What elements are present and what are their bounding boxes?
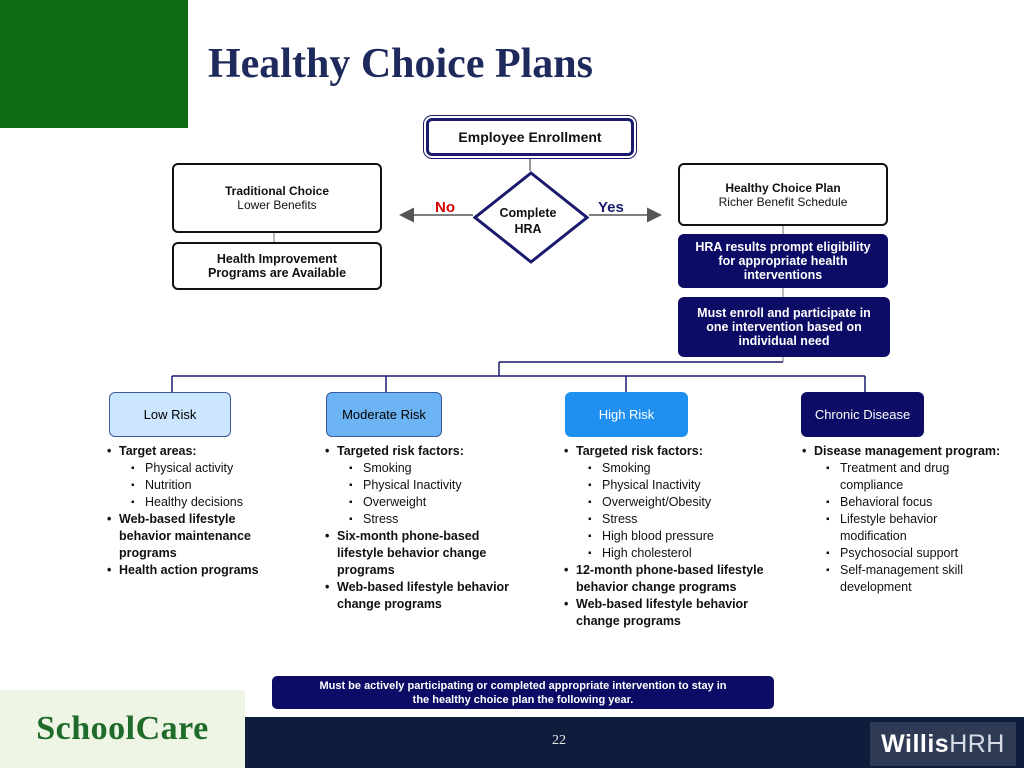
page-number: 22 — [552, 733, 566, 748]
sub-list-item: ▪ Physical Inactivity — [564, 477, 764, 494]
list-item: • Web-based lifestyle behavior change programs — [564, 596, 764, 630]
sub-list-item: ▪ High cholesterol — [564, 545, 764, 562]
high-risk-box: High Risk — [565, 392, 688, 437]
sub-list-item: ▪ Behavioral focus — [802, 494, 1002, 511]
sub-list-item: ▪ Healthy decisions — [107, 494, 287, 511]
sub-list-item: ▪ Physical activity — [107, 460, 287, 477]
traditional-choice-box — [172, 163, 382, 233]
healthy-choice-plan-title: Healthy Choice Plan — [725, 180, 841, 195]
list-item: • Targeted risk factors: — [564, 443, 764, 460]
complete-hra-label: Complete HRA — [499, 206, 557, 236]
sub-list-item: ▪ Stress — [325, 511, 525, 528]
sub-list-item: ▪ Physical Inactivity — [325, 477, 525, 494]
traditional-choice-title: Traditional Choice — [224, 184, 329, 198]
healthy-choice-plan-subtitle: Richer Benefit Schedule — [718, 194, 848, 209]
chronic-disease-list — [802, 443, 1002, 596]
moderate-risk-box: Moderate Risk — [326, 392, 442, 437]
healthy-choice-plan-box — [678, 163, 888, 226]
no-label: No — [435, 199, 455, 216]
employee-enrollment-box: Employee Enrollment — [426, 118, 634, 156]
sub-list-item: ▪ Nutrition — [107, 477, 287, 494]
yes-label: Yes — [598, 199, 624, 216]
sub-list-item: ▪ Overweight/Obesity — [564, 494, 764, 511]
low-risk-list — [107, 443, 287, 579]
hra-results-box: HRA results prompt eligibility for appropriate health interventions — [678, 234, 888, 288]
must-enroll-box: Must enroll and participate in one intervention based on individual need — [678, 297, 890, 357]
traditional-choice-subtitle: Lower Benefits — [237, 198, 317, 212]
sub-list-item: ▪ Psychosocial support — [802, 545, 1002, 562]
list-item: • Six-month phone-based lifestyle behavior change programs — [325, 528, 525, 579]
list-item: • Web-based lifestyle behavior maintenance programs — [107, 511, 287, 562]
sub-list-item: ▪ Overweight — [325, 494, 525, 511]
willis-hrh-logo: Willis HRH — [870, 722, 1016, 766]
list-item: • Targeted risk factors: — [325, 443, 525, 460]
high-risk-list — [564, 443, 764, 630]
health-improvement-box: Health Improvement Programs are Available — [172, 242, 382, 290]
sub-list-item: ▪ Smoking — [564, 460, 764, 477]
moderate-risk-list — [325, 443, 525, 613]
sub-list-item: ▪ Self-management skill development — [802, 562, 1002, 596]
sub-list-item: ▪ Stress — [564, 511, 764, 528]
sub-list-item: ▪ Smoking — [325, 460, 525, 477]
sub-list-item: ▪ Lifestyle behavior modification — [802, 511, 1002, 545]
list-item: • Web-based lifestyle behavior change programs — [325, 579, 525, 613]
list-item: • Health action programs — [107, 562, 287, 579]
list-item: • Target areas: — [107, 443, 287, 460]
chronic-disease-box: Chronic Disease — [801, 392, 924, 437]
page-title: Healthy Choice Plans — [208, 41, 593, 87]
list-item: • 12-month phone-based lifestyle behavior change programs — [564, 562, 764, 596]
participation-footnote: Must be actively participating or completed appropriate intervention to stay in the healthy choice plan the following year. — [272, 676, 774, 709]
schoolcare-logo: SchoolCare — [0, 690, 245, 768]
sub-list-item: ▪ Treatment and drug compliance — [802, 460, 1002, 494]
sub-list-item: ▪ High blood pressure — [564, 528, 764, 545]
low-risk-box: Low Risk — [109, 392, 231, 437]
list-item: • Disease management program: — [802, 443, 1002, 460]
